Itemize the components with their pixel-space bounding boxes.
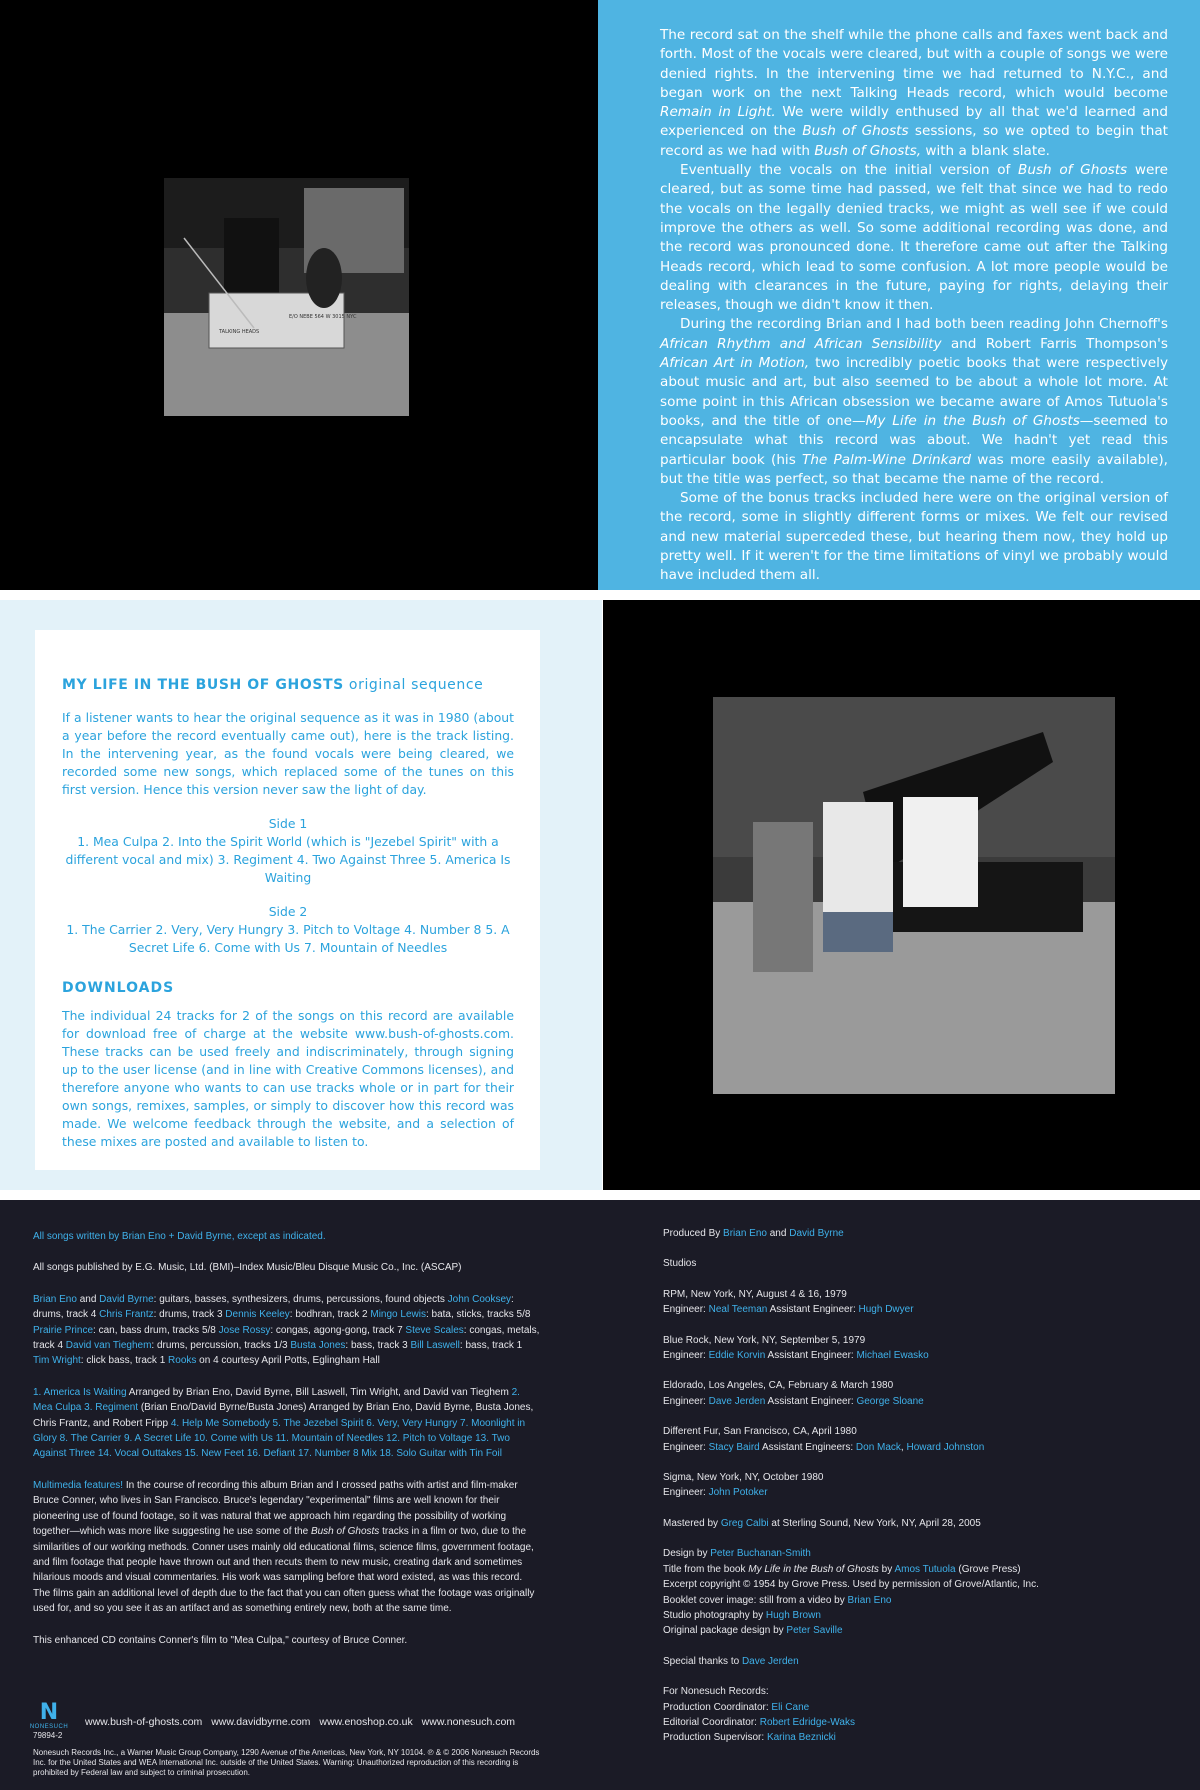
url-nonesuch[interactable]: www.nonesuch.com bbox=[421, 1716, 516, 1728]
text-run: Engineer: bbox=[663, 1395, 709, 1407]
text-run: Arranged by Brian Eno, David Byrne, Bill Laswell, Tim Wright, and David van Tieghem bbox=[126, 1386, 512, 1398]
text-run: Engineer: bbox=[663, 1350, 709, 1362]
italic-text: African Art in Motion, bbox=[660, 355, 810, 372]
credits-line bbox=[663, 1333, 1083, 1348]
credits-right-column bbox=[663, 1226, 1083, 1761]
case-label-right: E/O NEBE 564 W 3015 NYC bbox=[289, 314, 357, 320]
highlighted-text: Brian Eno bbox=[723, 1228, 767, 1239]
text-run: : can, bass drum, tracks 5/8 bbox=[93, 1324, 219, 1336]
credits-line bbox=[663, 1730, 1083, 1745]
essay-paragraph bbox=[660, 161, 1168, 315]
credits-paragraph bbox=[33, 1633, 540, 1648]
credits-line bbox=[663, 1302, 1083, 1317]
highlighted-text: Neal Teeman bbox=[708, 1304, 768, 1316]
highlighted-text: Chris Frantz bbox=[99, 1309, 154, 1321]
highlighted-text: Howard Johnston bbox=[906, 1441, 985, 1453]
highlighted-text: Rooks bbox=[168, 1355, 197, 1367]
highlighted-text: Peter Saville bbox=[786, 1625, 843, 1637]
text-run: Some of the bonus tracks included here were on the original version of the record, some in slightly different forms or mixes. We felt our revised and new material superceded these, but hearing them now, they hold up pretty well. If it weren't for the time limitations of vinyl we probably would have included them all. bbox=[660, 490, 1168, 584]
text-run: was more easily available), but the title was perfect, so that became the name of the record. bbox=[660, 451, 1168, 487]
photo-amp-stack bbox=[224, 218, 279, 298]
credits-line bbox=[663, 1424, 1083, 1439]
italic-text: Remain in Light. bbox=[660, 104, 776, 121]
text-run: Eventually the vocals on the initial version of bbox=[680, 162, 1019, 179]
credits-block bbox=[663, 1684, 1083, 1746]
text-run: : bata, sticks, tracks 5/8 bbox=[425, 1309, 531, 1321]
studio-photo-keyboard bbox=[164, 178, 409, 416]
highlighted-text: Eddie Korvin bbox=[708, 1350, 766, 1362]
side1-label: Side 1 bbox=[268, 816, 308, 831]
highlighted-text: Steve Scales bbox=[405, 1324, 464, 1336]
text-run: RPM, New York, NY, August 4 & 16, 1979 bbox=[663, 1288, 847, 1300]
credits-line bbox=[663, 1226, 1083, 1241]
text-run: Assistant Engineer: bbox=[765, 1395, 857, 1407]
essay-paragraph bbox=[660, 489, 1168, 585]
photo2-jeans bbox=[823, 912, 893, 952]
text-run: : bass, track 1 bbox=[459, 1340, 523, 1352]
sequence-content bbox=[62, 676, 514, 1151]
photo2-person-right bbox=[903, 797, 978, 907]
text-run: Assistant Engineer: bbox=[765, 1350, 857, 1362]
text-run: were cleared, but as some time had passed, we felt that since we had to redo the vocals on the legally denied tracks, we might as well see if we could improve the others as well. So some additional recording was done, and the record was pronounced done. It therefore came out after the Talking Heads record, which lead to some confusion. A lot more people would be dealing with clearances in the future, paying for rights, delaying their releases, though we didn't know it then. bbox=[660, 162, 1168, 314]
credits-line bbox=[663, 1287, 1083, 1302]
side2-tracks: 1. The Carrier 2. Very, Very Hungry 3. Pitch to Voltage 4. Number 8 5. A Secret Life 6. Come with Us 7. Mountain of Needles bbox=[66, 922, 510, 955]
text-run: The record sat on the shelf while the phone calls and faxes went back and forth. Most of the vocals were cleared, but with a couple of songs we were denied rights. In the intervening time we had returned to N.Y.C., and began work on the next Talking Heads record, which would become bbox=[660, 27, 1168, 101]
text-run: Title from the book bbox=[663, 1563, 749, 1575]
credits-line bbox=[663, 1562, 1083, 1577]
highlighted-text: Dave Jerden bbox=[741, 1655, 799, 1667]
credits-line bbox=[663, 1440, 1083, 1455]
highlighted-text: Dennis Keeley bbox=[225, 1309, 290, 1321]
credits-block bbox=[663, 1226, 1083, 1241]
text-run: tracks in a film or two, due to the similarities of our working methods. Conner uses mainly old educational films, science films, government footage, and film footage that people have thrown out and then recuts them to new music, creating dark and sometimes hilarious moods and visual commentaries. His work was sampling before that word existed, as was this record. The films gain an additional level of depth due to the fact that you can often guess what the footage was originally used for, and so you see it as an artifact and as something entirely new, both at the same time. bbox=[33, 1526, 535, 1615]
text-run: : bass, track 3 bbox=[345, 1340, 411, 1352]
text-run: Design by bbox=[663, 1548, 711, 1560]
highlighted-text: Don Mack bbox=[855, 1441, 901, 1453]
credits-line bbox=[663, 1516, 1083, 1531]
text-run: : click bass, track 1 bbox=[80, 1355, 169, 1367]
url-bush-of-ghosts[interactable]: www.bush-of-ghosts.com bbox=[85, 1716, 203, 1728]
downloads-text: The individual 24 tracks for 2 of the songs on this record are available for download free of charge at the website www.bush-of-ghosts.com. These tracks can be used freely and indiscriminately, through signing up to the user license (and in line with Creative Commons licenses), and therefore anyone who wants to can use tracks whole or in part for their own songs, remixes, samples, or simply to discover how this record was made. We welcome feedback through the website, and a selection of these mixes are posted and available to listen to. bbox=[62, 1008, 514, 1149]
highlighted-text: George Sloane bbox=[856, 1395, 924, 1407]
photo2-person-left bbox=[753, 822, 813, 972]
credits-block bbox=[663, 1287, 1083, 1318]
side2-block bbox=[62, 903, 514, 957]
highlighted-text: Multimedia features! bbox=[33, 1479, 124, 1491]
text-run: : guitars, basses, synthesizers, drums, percussions, found objects bbox=[153, 1293, 448, 1305]
downloads-title: DOWNLOADS bbox=[62, 980, 175, 996]
highlighted-text: Bill Laswell bbox=[410, 1340, 460, 1352]
text-run: at Sterling Sound, New York, NY, April 28, 2005 bbox=[768, 1517, 981, 1529]
text-run: Studio photography by bbox=[663, 1609, 766, 1621]
highlighted-text: Busta Jones bbox=[290, 1340, 346, 1352]
highlighted-text: Jose Rossy bbox=[218, 1324, 271, 1336]
text-run: : bodhran, track 2 bbox=[289, 1309, 371, 1321]
nonesuch-logo bbox=[26, 1702, 72, 1730]
credits-line bbox=[663, 1470, 1083, 1485]
text-run: Engineer: bbox=[663, 1487, 709, 1499]
text-run: : congas, agong-gong, track 7 bbox=[270, 1324, 406, 1336]
credits-line bbox=[663, 1378, 1083, 1393]
text-run: Production Coordinator: bbox=[663, 1701, 772, 1713]
italic-text: My Life in the Bush of Ghosts bbox=[865, 412, 1080, 429]
credits-block bbox=[663, 1546, 1083, 1638]
text-run: Assistant Engineers: bbox=[759, 1441, 856, 1453]
credits-line bbox=[663, 1623, 1083, 1638]
credits-line bbox=[663, 1684, 1083, 1699]
credits-line bbox=[663, 1256, 1083, 1271]
sequence-intro: If a listener wants to hear the original sequence as it was in 1980 (about a year before the record eventually came out), here is the track listing. In the intervening year, as the found vocals were being cleared, we recorded some new songs, which replaced some of the tunes on this first version. Hence this version never saw the light of day. bbox=[62, 710, 514, 797]
text-run: During the recording Brian and I had both been reading John Chernoff's bbox=[680, 316, 1168, 333]
text-run: Produced By bbox=[663, 1228, 724, 1239]
text-run: This enhanced CD contains Conner's film to "Mea Culpa," courtesy of Bruce Conner. bbox=[33, 1634, 408, 1646]
credits-line bbox=[663, 1715, 1083, 1730]
italic-text: Bush of Ghosts, bbox=[814, 142, 922, 159]
text-run: Special thanks to bbox=[663, 1655, 742, 1667]
side1-tracks: 1. Mea Culpa 2. Into the Spirit World (which is "Jezebel Spirit" with a different vocal and mix) 3. Regiment 4. Two Against Three 5. America Is Waiting bbox=[65, 834, 511, 885]
credits-line bbox=[663, 1546, 1083, 1561]
text-run: : drums, track 4 bbox=[33, 1293, 514, 1321]
text-run: All songs published by E.G. Music, Ltd. (BMI)–Index Music/Bleu Disque Music Co., Inc. (ASCAP) bbox=[33, 1262, 462, 1274]
italic-text: Bush of Ghosts bbox=[802, 123, 909, 140]
highlighted-text: David Byrne bbox=[789, 1228, 844, 1239]
credits-block bbox=[663, 1256, 1083, 1271]
text-run: Production Supervisor: bbox=[663, 1732, 767, 1744]
highlighted-text: Robert Edridge-Waks bbox=[759, 1716, 855, 1728]
highlighted-text: Brian Eno bbox=[33, 1293, 77, 1305]
credits-paragraph bbox=[33, 1229, 540, 1244]
text-run: Blue Rock, New York, NY, September 5, 1979 bbox=[663, 1334, 866, 1346]
text-run: Excerpt copyright © 1954 by Grove Press. Used by permission of Grove/Atlantic, Inc. bbox=[663, 1579, 1039, 1591]
credits-paragraph bbox=[33, 1260, 540, 1275]
credits-line bbox=[663, 1593, 1083, 1608]
credits-line bbox=[663, 1654, 1083, 1669]
text-run: Different Fur, San Francisco, CA, April 1980 bbox=[663, 1426, 857, 1438]
credits-line bbox=[663, 1485, 1083, 1500]
credits-line bbox=[663, 1348, 1083, 1363]
text-run: Original package design by bbox=[663, 1625, 787, 1637]
highlighted-text: 1. America Is Waiting bbox=[33, 1386, 127, 1398]
credits-block bbox=[663, 1424, 1083, 1455]
highlighted-text: Mingo Lewis bbox=[370, 1309, 426, 1321]
highlighted-text: 2. Mea Culpa 3. Regiment bbox=[33, 1386, 520, 1414]
highlighted-text: Tim Wright bbox=[33, 1355, 81, 1367]
sequence-title-sub: original sequence bbox=[348, 677, 484, 693]
text-run: and Robert Farris Thompson's bbox=[941, 335, 1168, 352]
text-run: and bbox=[766, 1228, 790, 1239]
text-run: Studios bbox=[663, 1258, 697, 1270]
credits-left-column bbox=[33, 1229, 540, 1664]
text-run: For Nonesuch Records: bbox=[663, 1686, 769, 1698]
highlighted-text: All songs written by Brian Eno + David Byrne, except as indicated. bbox=[33, 1231, 326, 1242]
highlighted-text: Karina Beznicki bbox=[766, 1732, 836, 1744]
credits-line bbox=[663, 1394, 1083, 1409]
photo2-person-middle bbox=[823, 802, 893, 912]
text-run: Mastered by bbox=[663, 1517, 721, 1529]
text-run: with a blank slate. bbox=[921, 142, 1050, 159]
catalog-number: 79894-2 bbox=[33, 1731, 63, 1740]
text-run: two incredibly poetic books that were respectively about music and art, but also seemed to be about a whole lot more. At some point in this African obsession we became aware of Amos Tutuola's books, and the title of one— bbox=[660, 355, 1168, 429]
credits-block bbox=[663, 1654, 1083, 1669]
footer-urls bbox=[85, 1716, 515, 1728]
essay-text bbox=[660, 26, 1168, 586]
text-run: (Grove Press) bbox=[955, 1563, 1021, 1575]
credits-line bbox=[663, 1700, 1083, 1715]
text-run: sessions, so we opted to begin that record as we had with bbox=[660, 123, 1168, 159]
italic-text: Bush of Ghosts bbox=[310, 1526, 380, 1538]
highlighted-text: Peter Buchanan-Smith bbox=[710, 1548, 811, 1560]
essay-paragraph bbox=[660, 315, 1168, 489]
text-run: and bbox=[76, 1293, 100, 1305]
text-run: , bbox=[900, 1441, 907, 1453]
credits-paragraph bbox=[33, 1478, 540, 1617]
italic-text: Bush of Ghosts bbox=[1018, 162, 1128, 179]
case-label-left: TALKING HEADS bbox=[219, 329, 260, 335]
italic-text: The Palm-Wine Drinkard bbox=[802, 451, 972, 468]
credits-paragraph bbox=[33, 1385, 540, 1462]
credits-paragraph bbox=[33, 1292, 540, 1369]
credits-block bbox=[663, 1516, 1083, 1531]
sequence-title bbox=[62, 676, 514, 694]
credits-block bbox=[663, 1378, 1083, 1409]
highlighted-text: Hugh Dwyer bbox=[858, 1304, 914, 1316]
text-run: : congas, metals, track 4 bbox=[33, 1324, 540, 1352]
legal-notice: Nonesuch Records Inc., a Warner Music Group Company, 1290 Avenue of the Americas, New York, NY 10104. ℗ & © 2006 Nonesuch Records Inc. for the United States and WEA International Inc. outside of the United States. Warning: Unauthorized reproduction of this recording is prohibited by Federal law and subject to criminal prosecution. bbox=[33, 1748, 540, 1777]
text-run: on 4 courtesy April Potts, Eglingham Hall bbox=[196, 1355, 380, 1367]
highlighted-text: John Cooksey bbox=[447, 1293, 512, 1305]
text-run: : drums, percussion, tracks 1/3 bbox=[151, 1340, 291, 1352]
studio-photo-piano bbox=[713, 672, 1115, 1094]
text-run: Sigma, New York, NY, October 1980 bbox=[663, 1472, 824, 1484]
photo2-top-strip bbox=[713, 672, 1115, 697]
url-davidbyrne[interactable]: www.davidbyrne.com bbox=[211, 1716, 311, 1728]
highlighted-text: David van Tieghem bbox=[65, 1340, 152, 1352]
text-run: (Brian Eno/David Byrne/Busta Jones) Arranged by Brian Eno, David Byrne, Busta Jones, Chris Frantz, and Robert Fripp bbox=[33, 1402, 534, 1429]
highlighted-text: Prairie Prince bbox=[33, 1324, 94, 1336]
essay-paragraph bbox=[660, 26, 1168, 161]
text-run: In the course of recording this album Brian and I crossed paths with artist and film-maker Bruce Conner, who lives in San Francisco. Bruce's legendary "experimental" films are well known for their pioneering use of found footage, so it was natural that we approach him regarding the possibility of working together—which was more like suggesting he use some of the bbox=[33, 1479, 518, 1538]
url-enoshop[interactable]: www.enoshop.co.uk bbox=[319, 1716, 413, 1728]
highlighted-text: 4. Help Me Somebody 5. The Jezebel Spirit 6. Very, Very Hungry 7. Moonlight in Glory 8. The Carrier 9. A Secret Life 10. Come with Us 11. Mountain of Needles 12. Pitch to Voltage 13. Two Against Three 14. Vocal Outtakes 15. New Feet 16. Defiant 17. Number 8 Mix 18. Solo Guitar with Tin Foil bbox=[33, 1417, 526, 1460]
highlighted-text: Greg Calbi bbox=[720, 1517, 769, 1529]
highlighted-text: Dave Jerden bbox=[708, 1395, 766, 1407]
italic-text: African Rhythm and African Sensibility bbox=[660, 335, 942, 352]
side1-block bbox=[62, 815, 514, 887]
highlighted-text: Brian Eno bbox=[847, 1594, 892, 1606]
photo-person bbox=[306, 248, 342, 308]
text-run: Engineer: bbox=[663, 1441, 709, 1453]
highlighted-text: Hugh Brown bbox=[765, 1609, 821, 1621]
highlighted-text: David Byrne bbox=[99, 1293, 154, 1305]
highlighted-text: Stacy Baird bbox=[708, 1441, 760, 1453]
highlighted-text: Michael Ewasko bbox=[856, 1350, 929, 1362]
text-run: Editorial Coordinator: bbox=[663, 1716, 760, 1728]
nonesuch-logo-letter: N bbox=[39, 1700, 59, 1725]
highlighted-text: Eli Cane bbox=[771, 1701, 810, 1713]
sequence-title-main: MY LIFE IN THE BUSH OF GHOSTS bbox=[62, 677, 344, 693]
text-run: : drums, track 3 bbox=[153, 1309, 226, 1321]
italic-text: My Life in the Bush of Ghosts bbox=[748, 1563, 879, 1575]
text-run: We were wildly enthused by all that we'd learned and experienced on the bbox=[660, 104, 1168, 140]
text-run: Eldorado, Los Angeles, CA, February & March 1980 bbox=[663, 1380, 894, 1392]
credits-line bbox=[663, 1577, 1083, 1592]
text-run: by bbox=[878, 1563, 895, 1575]
side2-label: Side 2 bbox=[268, 904, 308, 919]
text-run: —seemed to encapsulate what this record was about. We hadn't yet read this particular book (his bbox=[660, 412, 1168, 468]
text-run: Booklet cover image: still from a video by bbox=[663, 1594, 848, 1606]
credits-block bbox=[663, 1333, 1083, 1364]
credits-line bbox=[663, 1608, 1083, 1623]
credits-block bbox=[663, 1470, 1083, 1501]
highlighted-text: Amos Tutuola bbox=[894, 1563, 956, 1575]
text-run: Assistant Engineer: bbox=[767, 1304, 859, 1316]
photo-panel-left bbox=[0, 0, 598, 590]
nonesuch-logo-word: NONESUCH bbox=[29, 1724, 69, 1730]
text-run: Engineer: bbox=[663, 1304, 709, 1316]
highlighted-text: John Potoker bbox=[708, 1487, 768, 1499]
